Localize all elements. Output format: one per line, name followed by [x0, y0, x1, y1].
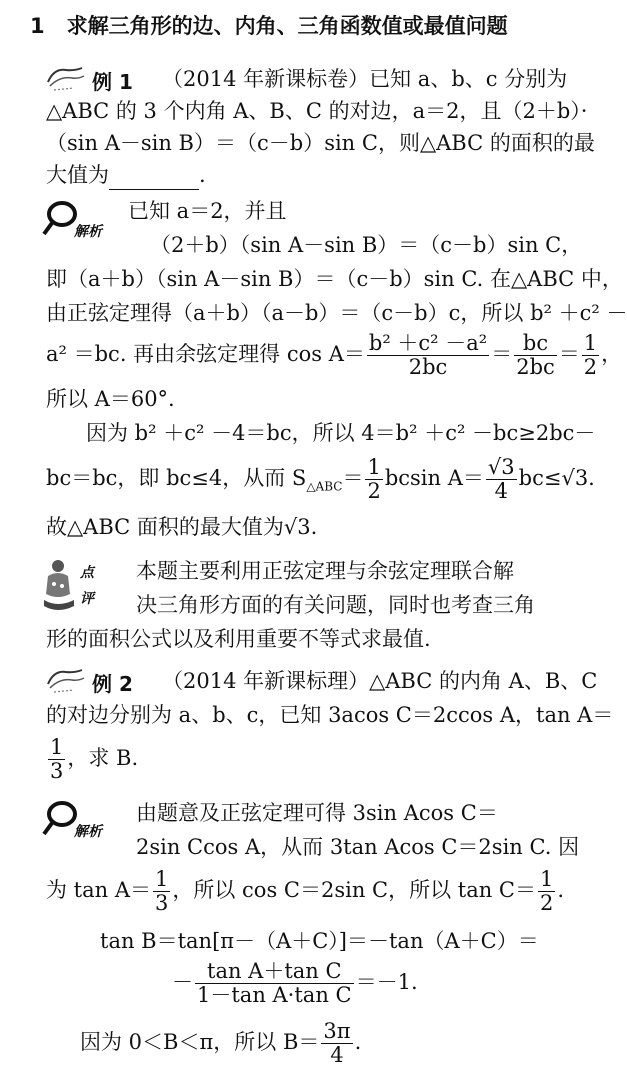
example-marker-icon — [44, 64, 88, 94]
tanB-formula-line: tan B＝tan[π－（A＋C）]＝－tan（A＋C）＝ — [100, 929, 539, 953]
cos-formula-pre: a² ＝bc. 再由余弦定理得 cos A＝ — [46, 342, 365, 367]
area-formula-line — [46, 456, 595, 503]
example-2-line-3 — [46, 736, 138, 783]
example-2-fraction — [48, 736, 65, 783]
solution-1-line-5: 所以 A＝60°. — [46, 387, 175, 411]
solution-1-line-3: 即（a＋b）（sin A－sin B）＝（c－b）sin C. 在△ABC 中， — [46, 267, 623, 291]
example-2-line-1: （2014 年新课标理）△ABC 的内角 A、B、C — [162, 669, 598, 693]
example-2-fraction-numerator: 1 — [50, 735, 64, 759]
example-1-line-1: （2014 年新课标卷）已知 a、b、c 分别为 — [162, 67, 568, 91]
tan-formula-line — [46, 868, 564, 915]
example-2-line-2: 的对边分别为 a、b、c，已知 3acos C＝2ccos A，tan A＝ — [46, 703, 614, 727]
cos-formula-post: ， — [601, 342, 623, 367]
area-fraction-1-numerator: 1 — [367, 455, 381, 479]
tan-formula-mid: ，所以 cos C＝2sin C，所以 tan C＝ — [172, 878, 536, 903]
example-1-label: 例 1 — [92, 70, 133, 94]
cos-fraction-2-numerator: bc — [514, 332, 557, 356]
example-1-line-2: △ABC 的 3 个内角 A、B、C 的对边，a＝2，且（2＋b）· — [46, 99, 588, 123]
tanB-fraction-numerator: tan A＋tan C — [195, 960, 354, 984]
example-2-question: ，求 B. — [67, 746, 139, 771]
cos-fraction-2 — [514, 332, 557, 379]
tanB-fraction-pre: － — [172, 970, 193, 995]
example-2-fraction-denominator: 3 — [50, 759, 64, 784]
cos-fraction-2-denominator: 2bc — [516, 355, 555, 380]
final-answer-numerator: 3π — [323, 1019, 351, 1043]
solution-1-badge: 解析 — [74, 224, 102, 240]
cos-eq-1: ＝ — [491, 342, 513, 367]
comment-badge-bottom: 评 — [80, 591, 94, 607]
example-1-line-4-end: . — [199, 163, 206, 187]
area-formula-post: bc≤√3. — [518, 466, 595, 491]
tan-fraction-2-numerator: 1 — [540, 867, 554, 891]
area-fraction-2 — [486, 456, 517, 503]
solution-1-line-6: 因为 b² ＋c² －4＝bc，所以 4＝b² ＋c² －bc≥2bc－ — [86, 421, 596, 445]
example-1-line-3: （sin A－sin B）＝（c－b）sin C，则△ABC 的面积的最 — [46, 131, 595, 155]
section-heading — [30, 10, 508, 40]
tanB-fraction-line — [172, 960, 418, 1007]
area-fraction-2-denominator: 4 — [494, 479, 508, 504]
area-fraction-1 — [365, 456, 382, 503]
comment-badge-top: 点 — [80, 565, 94, 581]
area-fraction-2-numerator: √3 — [487, 455, 515, 479]
comment-figure-icon — [40, 556, 80, 614]
comment-1-line-3: 形的面积公式以及利用重要不等式求最值. — [46, 627, 431, 651]
cos-fraction-3-denominator: 2 — [583, 355, 598, 380]
cos-fraction-1 — [367, 332, 489, 379]
area-formula-pre: bc＝bc，即 bc≤4，从而 S — [46, 466, 307, 491]
comment-1-line-2: 决三角形方面的有关问题，同时也考查三角 — [136, 593, 535, 617]
final-answer-denominator: 4 — [330, 1043, 344, 1068]
comment-1-line-1: 本题主要利用正弦定理与余弦定理联合解 — [136, 559, 514, 583]
example-2-label: 例 2 — [92, 672, 133, 696]
cos-fraction-1-numerator: b² ＋c² －a² — [368, 331, 488, 355]
cos-fraction-3-numerator: 1 — [583, 331, 598, 355]
solution-2-badge: 解析 — [74, 824, 102, 840]
final-answer-line — [80, 1020, 361, 1067]
tan-fraction-2 — [538, 868, 555, 915]
solution-2-line-1: 由题意及正弦定理可得 3sin Acos C＝ — [136, 801, 498, 825]
tan-fraction-1 — [153, 868, 170, 915]
tan-formula-post: . — [557, 878, 565, 903]
tan-fraction-2-denominator: 2 — [540, 891, 554, 916]
tan-formula-pre: 为 tan A＝ — [46, 878, 151, 903]
tan-fraction-1-denominator: 3 — [155, 891, 169, 916]
section-number: 1 — [30, 14, 45, 38]
solution-1-line-1: 已知 a＝2，并且 — [128, 199, 287, 223]
area-formula-mid: bcsin A＝ — [384, 466, 484, 491]
cos-fraction-3 — [582, 332, 599, 379]
solution-1-line-4: 由正弦定理得（a＋b）（a－b）＝（c－b）c，所以 b² ＋c² － — [46, 301, 627, 325]
area-eq: ＝ — [342, 466, 364, 491]
example-marker-icon — [44, 666, 88, 696]
cos-fraction-1-denominator: 2bc — [408, 355, 448, 380]
answer-blank — [109, 169, 199, 190]
example-1-line-4-text: 大值为 — [46, 163, 109, 187]
solution-2-line-2: 2sin Ccos A，从而 3tan Acos C＝2sin C. 因 — [136, 835, 580, 859]
final-answer-post: . — [354, 1030, 362, 1055]
tan-fraction-1-numerator: 1 — [155, 867, 169, 891]
section-title: 求解三角形的边、内角、三角函数值或最值问题 — [66, 14, 508, 38]
example-1-line-4 — [46, 160, 570, 190]
final-answer-fraction — [321, 1020, 352, 1067]
area-fraction-1-denominator: 2 — [367, 479, 381, 504]
solution-1-line-2: （2＋b）（sin A－sin B）＝（c－b）sin C， — [150, 233, 583, 257]
area-subscript: △ABC — [306, 479, 343, 494]
cos-eq-2: ＝ — [558, 342, 580, 367]
solution-1-line-7: 故△ABC 面积的最大值为√3. — [46, 515, 318, 539]
tanB-fraction — [195, 960, 354, 1007]
tanB-fraction-denominator: 1－tan A·tan C — [197, 983, 352, 1008]
cos-formula-line — [46, 332, 622, 379]
tanB-fraction-post: ＝－1. — [355, 970, 418, 995]
final-answer-pre: 因为 0＜B＜π，所以 B＝ — [80, 1030, 320, 1055]
